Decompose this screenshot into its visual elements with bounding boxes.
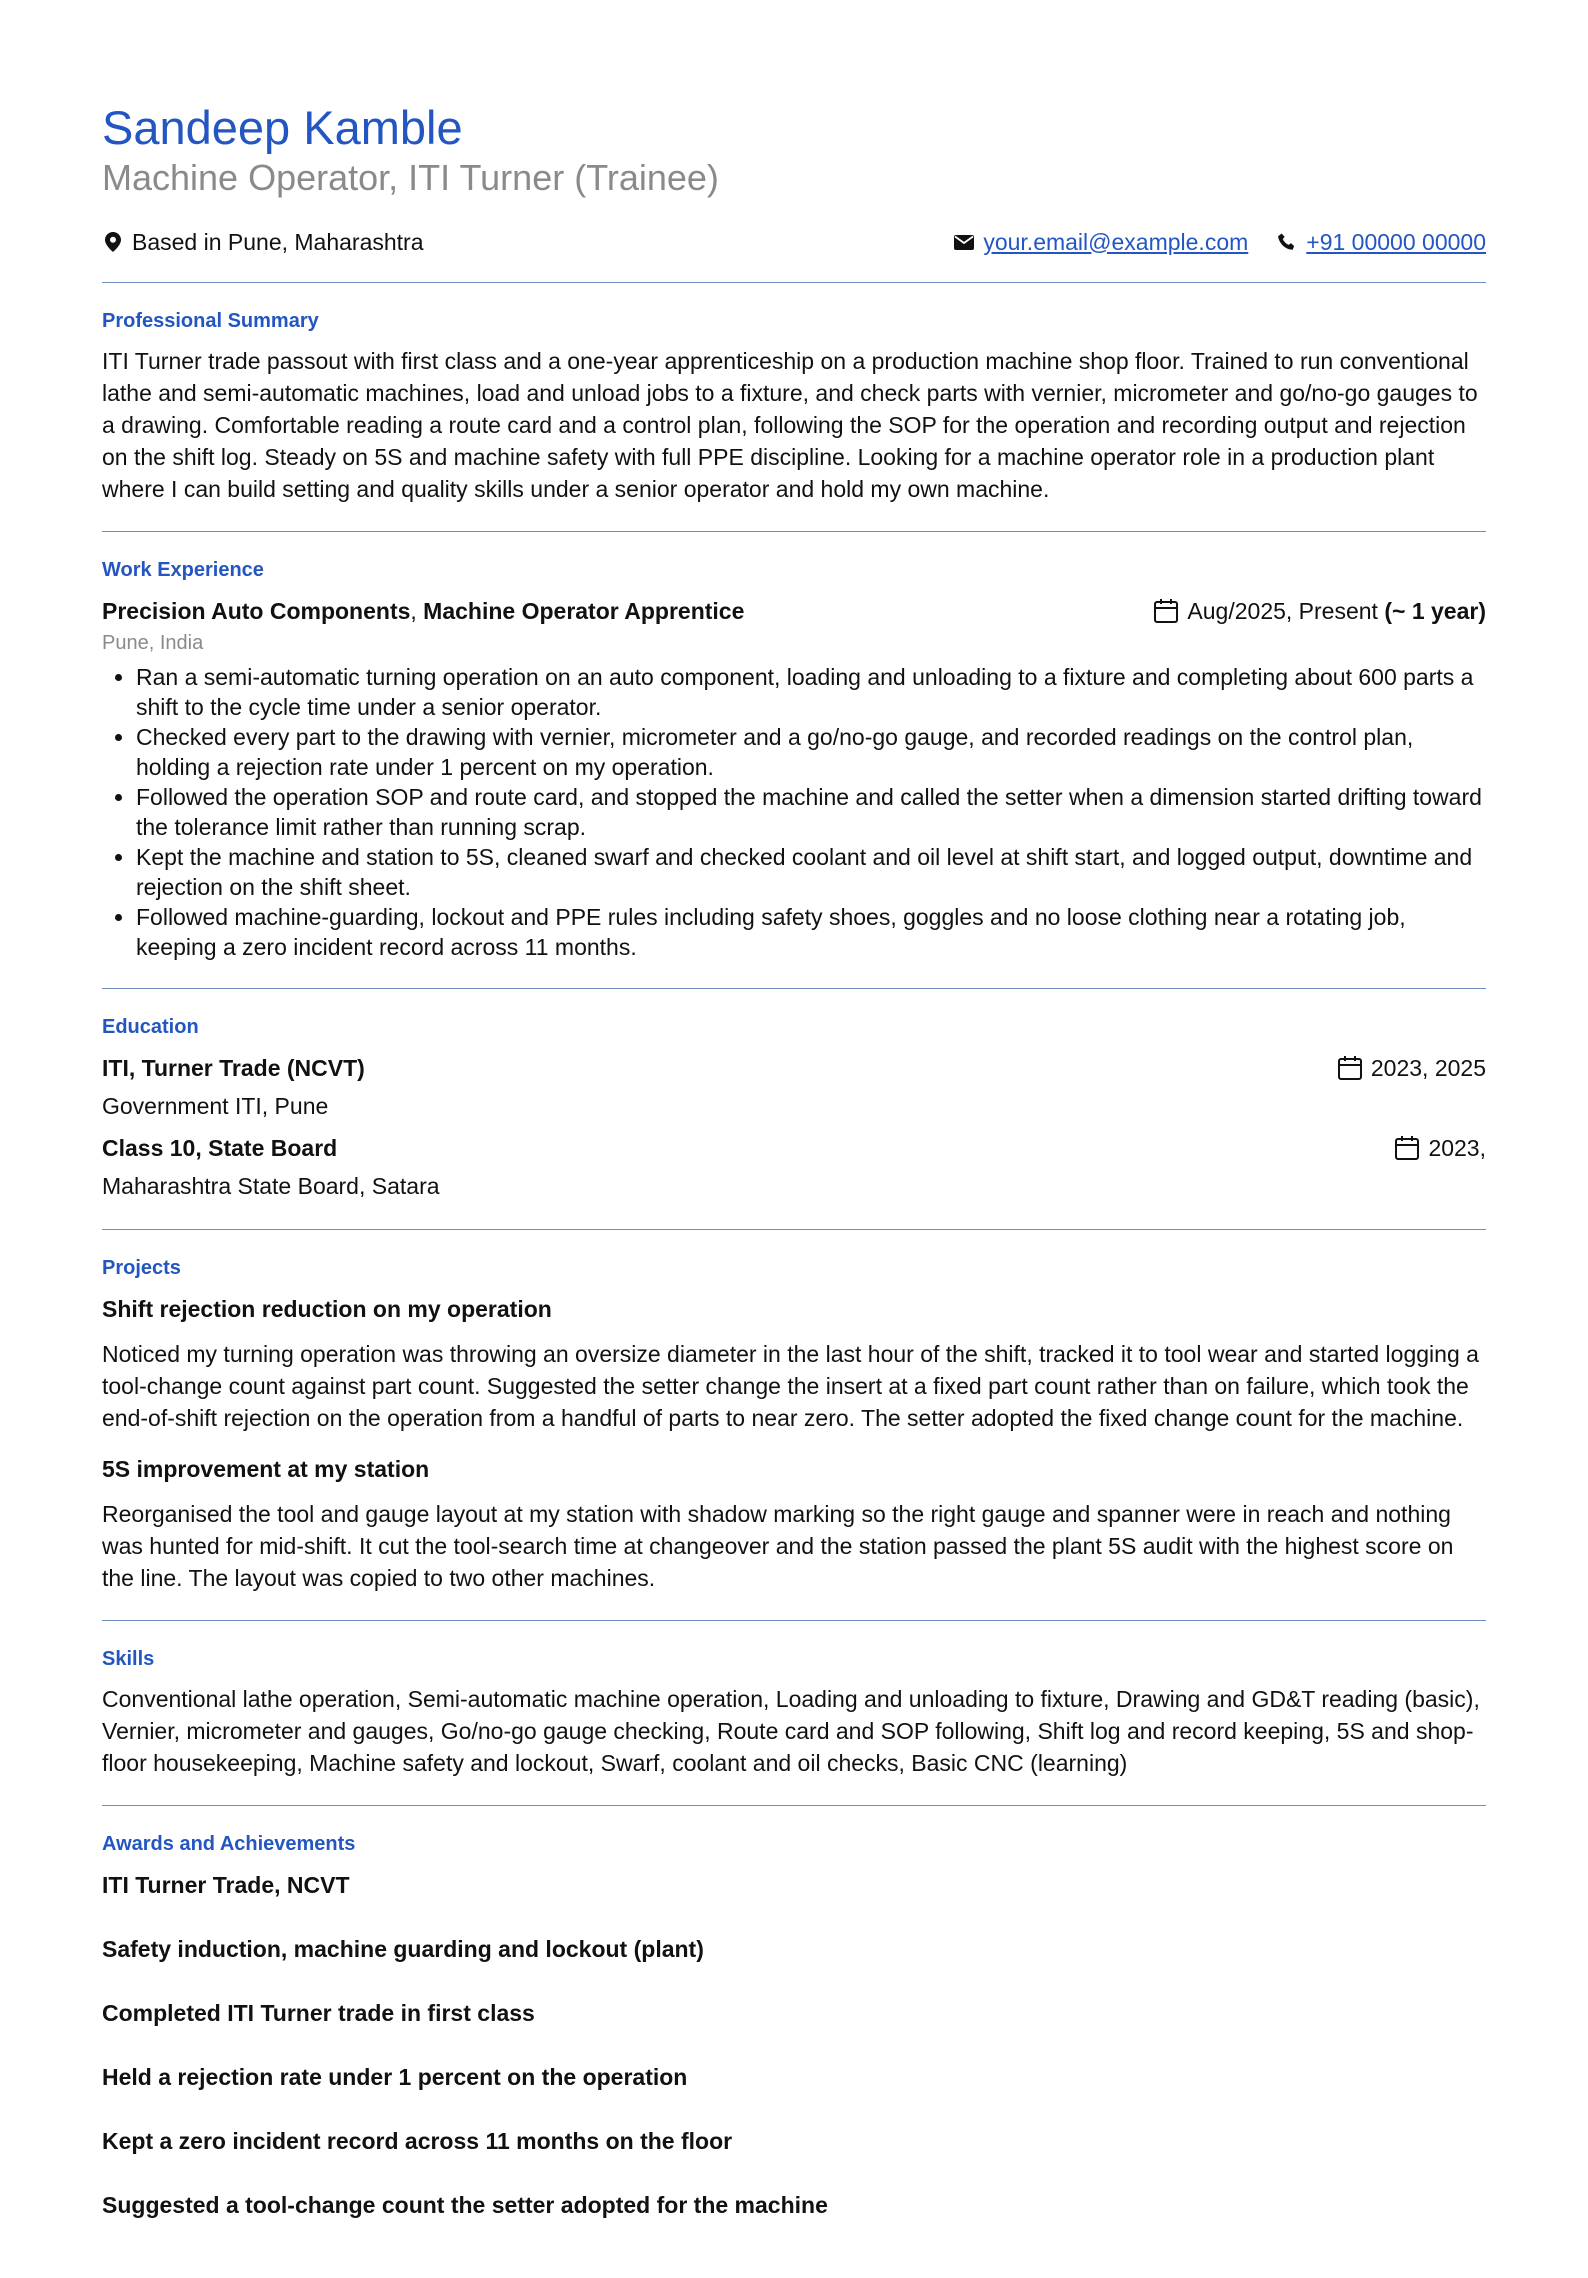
phone-icon bbox=[1276, 231, 1298, 253]
candidate-title: Machine Operator, ITI Turner (Trainee) bbox=[102, 157, 719, 198]
education-dates bbox=[1394, 1131, 1486, 1165]
list-item: • Followed the operation SOP and route card, and stopped the machine and called the setter when a dimension started drifting toward the tolerance limit rather than running scrap. bbox=[136, 782, 1486, 842]
summary-heading: Professional Summary bbox=[102, 310, 319, 332]
company-name: Precision Auto Components bbox=[102, 598, 411, 624]
project-title: Shift rejection reduction on my operation bbox=[102, 1296, 552, 1322]
job-role: Machine Operator Apprentice bbox=[423, 598, 745, 624]
education-date-text: 2023, 2025 bbox=[1370, 1055, 1486, 1081]
job-header bbox=[102, 594, 1486, 628]
job-location: Pune, India bbox=[102, 632, 204, 654]
award-item: Suggested a tool-change count the setter adopted for the machine bbox=[102, 2192, 828, 2218]
skills-text: Conventional lathe operation, Semi-automatic machine operation, Loading and unloading to fixture, Drawing and GD&T reading (basic), Vernier, micrometer and gauges, Go/no-go gauge checking, Route card and SOP following, Shift log and record keeping, 5S and shop-floor housekeeping, Machine safety and lockout, Swarf, coolant and oil checks, Basic CNC (learning) bbox=[102, 1686, 1480, 1776]
education-date-text: 2023, bbox=[1428, 1135, 1486, 1161]
email-contact bbox=[953, 229, 1248, 256]
email-link[interactable]: your.email@example.com bbox=[983, 228, 1249, 255]
award-item: Kept a zero incident record across 11 months on the floor bbox=[102, 2128, 733, 2154]
award-item: ITI Turner Trade, NCVT bbox=[102, 1872, 350, 1898]
award-item: Safety induction, machine guarding and lockout (plant) bbox=[102, 1936, 704, 1962]
location-text: Based in Pune, Maharashtra bbox=[132, 228, 424, 255]
award-item: Held a rejection rate under 1 percent on the operation bbox=[102, 2064, 688, 2090]
map-pin-icon bbox=[102, 231, 124, 253]
awards-section bbox=[102, 1806, 1486, 2278]
degree-name: ITI, Turner Trade (NCVT) bbox=[102, 1055, 365, 1081]
job-duration: (~ 1 year) bbox=[1384, 598, 1486, 624]
company-role-separator: , bbox=[410, 598, 417, 624]
awards-heading: Awards and Achievements bbox=[102, 1833, 356, 1855]
award-item: Completed ITI Turner trade in first class bbox=[102, 2000, 535, 2026]
location bbox=[102, 229, 424, 256]
projects-heading: Projects bbox=[102, 1257, 181, 1279]
envelope-icon bbox=[953, 231, 975, 253]
calendar-icon bbox=[1394, 1135, 1420, 1161]
calendar-icon bbox=[1337, 1055, 1363, 1081]
education-heading: Education bbox=[102, 1016, 199, 1038]
institution-name: Government ITI, Pune bbox=[102, 1093, 329, 1119]
contact-links bbox=[925, 229, 1486, 256]
project-title: 5S improvement at my station bbox=[102, 1456, 430, 1482]
education-item bbox=[102, 1051, 1486, 1085]
calendar-icon bbox=[1153, 598, 1179, 624]
job-bullets bbox=[102, 662, 1486, 962]
project-description: Reorganised the tool and gauge layout at my station with shadow marking so the right gauge and spanner were in reach and nothing was hunted for mid-shift. It cut the tool-search time at changeover and the station passed the plant 5S audit with the highest score on the line. The layout was copied to two other machines. bbox=[102, 1501, 1454, 1591]
institution-name: Maharashtra State Board, Satara bbox=[102, 1173, 440, 1199]
list-item: • Ran a semi-automatic turning operation on an auto component, loading and unloading to a fixture and completing about 600 parts a shift to the cycle time under a senior operator. bbox=[136, 662, 1486, 722]
experience-section bbox=[102, 532, 1486, 988]
projects-section bbox=[102, 1230, 1486, 1620]
skills-section bbox=[102, 1621, 1486, 1805]
skills-heading: Skills bbox=[102, 1648, 155, 1670]
degree-name: Class 10, State Board bbox=[102, 1135, 338, 1161]
education-dates bbox=[1337, 1051, 1486, 1085]
job-title-line bbox=[102, 594, 744, 628]
project-description: Noticed my turning operation was throwing an oversize diameter in the last hour of the shift, tracked it to tool wear and started logging a tool-change count against part count. Suggested the setter change the insert at a fixed part count rather than on failure, which took the end-of-shift rejection on the operation from a handful of parts to near zero. The setter adopted the fixed change count for the machine. bbox=[102, 1341, 1479, 1431]
summary-text: ITI Turner trade passout with first class and a one-year apprenticeship on a production machine shop floor. Trained to run conventional lathe and semi-automatic machines, load and unload jobs to a fixture, and check parts with vernier, micrometer and go/no-go gauges to a drawing. Comfortable reading a route card and a control plan, following the SOP for the operation and recording output and rejection on the shift log. Steady on 5S and machine safety with full PPE discipline. Looking for a machine operator role in a production plant where I can build setting and quality skills under a senior operator and hold my own machine. bbox=[102, 348, 1478, 502]
experience-heading: Work Experience bbox=[102, 559, 264, 581]
job-dates bbox=[1153, 594, 1486, 628]
phone-link[interactable]: +91 00000 00000 bbox=[1306, 228, 1486, 255]
contact-bar bbox=[102, 226, 1486, 258]
summary-section bbox=[102, 283, 1486, 531]
education-item bbox=[102, 1131, 1486, 1165]
job-date-range: Aug/2025, Present bbox=[1187, 598, 1378, 624]
phone-contact bbox=[1276, 229, 1486, 256]
education-section bbox=[102, 989, 1486, 1229]
list-item: • Kept the machine and station to 5S, cleaned swarf and checked coolant and oil level at shift start, and logged output, downtime and rejection on the shift sheet. bbox=[136, 842, 1486, 902]
list-item: • Checked every part to the drawing with vernier, micrometer and a go/no-go gauge, and recorded readings on the control plan, holding a rejection rate under 1 percent on my operation. bbox=[136, 722, 1486, 782]
candidate-name: Sandeep Kamble bbox=[102, 101, 463, 154]
list-item: • Followed machine-guarding, lockout and PPE rules including safety shoes, goggles and no loose clothing near a rotating job, keeping a zero incident record across 11 months. bbox=[136, 902, 1486, 962]
